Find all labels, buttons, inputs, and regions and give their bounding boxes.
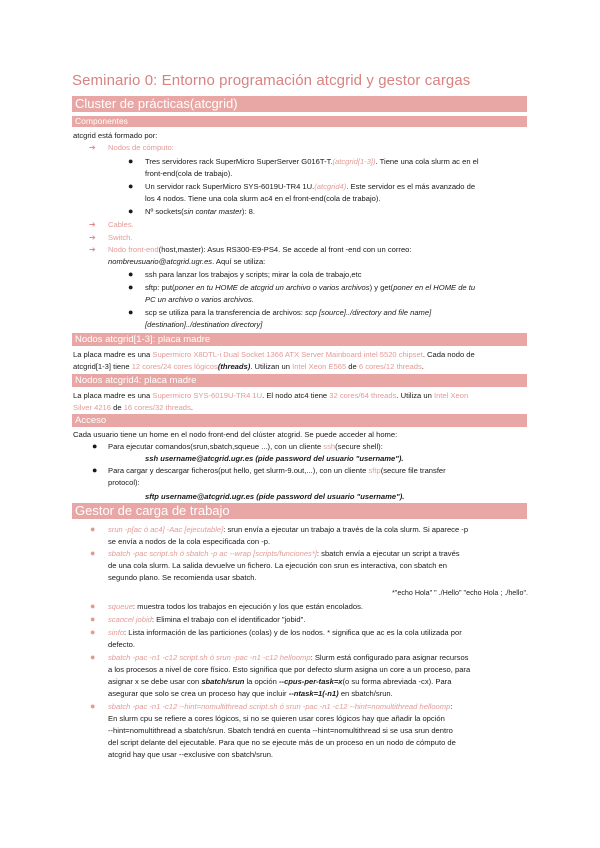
- placa-4-line-2: Silver 4216 de 16 cores/32 threads.: [73, 403, 193, 412]
- uso-line-3a: scp se utiliza para la transferencia de archivos: scp [source]../directory and file name]: [145, 308, 432, 317]
- gestor-sinfo-line: sinfo: Lista información de las particiones (colas) y de los nodos. * significa que ac es la cola utilizada por: [108, 628, 462, 637]
- uso-line-1: ssh para lanzar los trabajos y scripts; mirar la cola de trabajo,etc: [145, 270, 362, 279]
- bullet-icon: ●: [90, 627, 96, 637]
- gestor-srun-line: srun -p[ac ó ac4] -Aac [ejecutable]: srun envía a ejecutar un trabajo a través de la cola slurm. Si aparece -p: [108, 525, 469, 534]
- bullet-icon: ●: [128, 307, 134, 317]
- cables-label: Cables.: [108, 220, 134, 229]
- bullet-icon: ●: [90, 701, 96, 711]
- nodos-label: Nodos de cómputo:: [108, 143, 174, 152]
- intro-text: atcgrid está formado por:: [73, 131, 158, 140]
- bullet-icon: ●: [128, 156, 134, 166]
- gestor-squeue-line: squeue: muestra todos los trabajos en ejecución y los que están encolados.: [108, 602, 363, 611]
- acceso-sftp-cmd: sftp username@atcgrid.ugr.es (pide password del usuario "username").: [145, 492, 405, 501]
- gestor-cores-line-b: a los procesos a nivel de core físico. Esto significa que por defecto slurm asigna un core a un proceso, para: [108, 665, 471, 674]
- gestor-hint-line: sbatch -pac -n1 -c12 --hint=nomultithread script.sh ó srun -pac -n1 -c12 --hint=nomultithread helloomp:: [108, 702, 453, 711]
- nodo-line-3: Nº sockets(sin contar master): 8.: [145, 207, 255, 216]
- acceso-ssh-line: Para ejecutar comandos(srun,sbatch,squeue ...), con un cliente ssh(secure shell):: [108, 442, 383, 451]
- section-header-nodo-4: Nodos atcgrid4: placa madre: [72, 374, 527, 387]
- frontend-mail-line: nombreusuario@atcgrid.ugr.es. Aquí se utiliza:: [108, 257, 266, 266]
- placa-4-line-1: La placa madre es una Supermicro SYS-6019U-TR4 1U. El nodo atc4 tiene 32 cores/64 threads. Utiliza un Intel Xeon: [73, 391, 469, 400]
- gestor-srun-line-b: se envía a nodos de la cola especificada con -p.: [108, 537, 271, 546]
- bullet-icon: ●: [128, 269, 134, 279]
- acceso-sftp-line: Para cargar y descargar ficheros(put hello, get slurm-9.out,...), con un cliente sftp(secure file transfer: [108, 466, 446, 475]
- uso-line-3b: [destination]../destination directory]: [145, 320, 263, 329]
- switch-label: Switch.: [108, 233, 133, 242]
- bullet-icon: ●: [128, 206, 134, 216]
- gestor-cores-line-c: asignar x se debe usar con sbatch/srun la opción --cpus-per-task=x(o su forma abreviada -cx). Para: [108, 677, 452, 686]
- bullet-icon: ●: [90, 614, 96, 624]
- gestor-cores-line: sbatch -pac -n1 -c12 script.sh ó srun -pac -n1 -c12 helloomp: Slurm está configurado para asignar recursos: [108, 653, 469, 662]
- section-header-cluster: Cluster de prácticas(atcgrid): [72, 96, 527, 112]
- bullet-icon: ●: [90, 652, 96, 662]
- section-header-acceso: Acceso: [72, 414, 527, 427]
- bullet-icon: ●: [90, 524, 96, 534]
- nodo-line-2a: Un servidor rack SuperMicro SYS-6019U-TR4 1U.(atcgrid4). Este servidor es el más avanzado de: [145, 182, 476, 191]
- gestor-scancel-line: scancel jobid: Elimina el trabajo con el identificador "jobid".: [108, 615, 306, 624]
- acceso-sftp-line-b: protocol):: [108, 478, 140, 487]
- subsection-header-componentes: Componentes: [72, 116, 527, 127]
- gestor-sbatch-note: *"echo Hola" " ./Hello" "echo Hola ; ./hello".: [392, 588, 529, 597]
- bullet-icon: ●: [90, 601, 96, 611]
- gestor-sinfo-line-b: defecto.: [108, 640, 136, 649]
- gestor-cores-line-d: asegurar que solo se crea un proceso hay que incluir --ntask=1(-n1) en sbatch/srun.: [108, 689, 393, 698]
- gestor-sbatch-line-c: segundo plano. Se recomienda usar sbatch.: [108, 573, 257, 582]
- bullet-icon: ●: [128, 282, 134, 292]
- gestor-hint-line-b: En slurm cpu se refiere a cores lógicos, si no se quieren usar cores lógicos hay que añadir la opción: [108, 714, 445, 723]
- arrow-bullet-icon: ➔: [89, 233, 96, 242]
- page-title: Seminario 0: Entorno programación atcgrid y gestor cargas: [72, 72, 471, 89]
- gestor-hint-line-c: --hint=nomultithread a sbatch/srun. Sbatch tendrá en cuenta --hint=nomultithread si se usa srun dentro: [108, 726, 453, 735]
- nodo-line-1b: front-end(cola de trabajo).: [145, 169, 233, 178]
- bullet-icon: ●: [92, 465, 98, 475]
- arrow-bullet-icon: ➔: [89, 220, 96, 229]
- arrow-bullet-icon: ➔: [89, 143, 96, 152]
- arrow-bullet-icon: ➔: [89, 245, 96, 254]
- nodo-line-2b: los 4 nodos. Tiene una cola slurm ac4 en el front-end(cola de trabajo).: [145, 194, 381, 203]
- section-header-nodos-1-3: Nodos atcgrid[1-3]: placa madre: [72, 333, 527, 346]
- gestor-hint-line-e: atcgrid hay que usar --exclusive con sbatch/srun.: [108, 750, 274, 759]
- placa-1-3-line-2: atcgrid[1-3] tiene 12 cores/24 cores lógicos(threads). Utilizan un Intel Xeon E565 de 6 cores/12 threads.: [73, 362, 424, 371]
- bullet-icon: ●: [128, 181, 134, 191]
- uso-line-2b: PC un archivo o varios archivos.: [145, 295, 254, 304]
- gestor-sbatch-line: sbatch -pac script.sh ó sbatch -p ac --wrap [scripts/funciones*]: sbatch envía a ejecutar un script a través: [108, 549, 460, 558]
- section-header-gestor: Gestor de carga de trabajo: [72, 503, 527, 519]
- acceso-ssh-cmd: ssh username@atcgrid.ugr.es (pide password del usuario "username").: [145, 454, 404, 463]
- frontend-line: Nodo front-end(host,master): Asus RS300-E9-PS4. Se accede al front -end con un correo:: [108, 245, 412, 254]
- placa-1-3-line-1: La placa madre es una Supermicro X8DTL-i Dual Socket 1366 ATX Server Mainboard intel 5520 chipset. Cada nodo de: [73, 350, 475, 359]
- gestor-sbatch-line-b: de una cola slurm. La salida devuelve un fichero. La ejecución con srun es interactiva, con sbatch en: [108, 561, 447, 570]
- acceso-intro: Cada usuario tiene un home en el nodo front-end del clúster atcgrid. Se puede acceder al home:: [73, 430, 398, 439]
- nodo-line-1a: Tres servidores rack SuperMicro SuperServer G016T-T.(atcgrid[1-3]). Tiene una cola slurm ac en el: [145, 157, 479, 166]
- gestor-hint-line-d: del script delante del ejecutable. Para que no se ejecute más de un proceso en un nodo de cómputo de: [108, 738, 456, 747]
- bullet-icon: ●: [90, 548, 96, 558]
- bullet-icon: ●: [92, 441, 98, 451]
- uso-line-2a: sftp: put(poner en tu HOME de atcgrid un archivo o varios archivos) y get(poner en el HOME de tu: [145, 283, 476, 292]
